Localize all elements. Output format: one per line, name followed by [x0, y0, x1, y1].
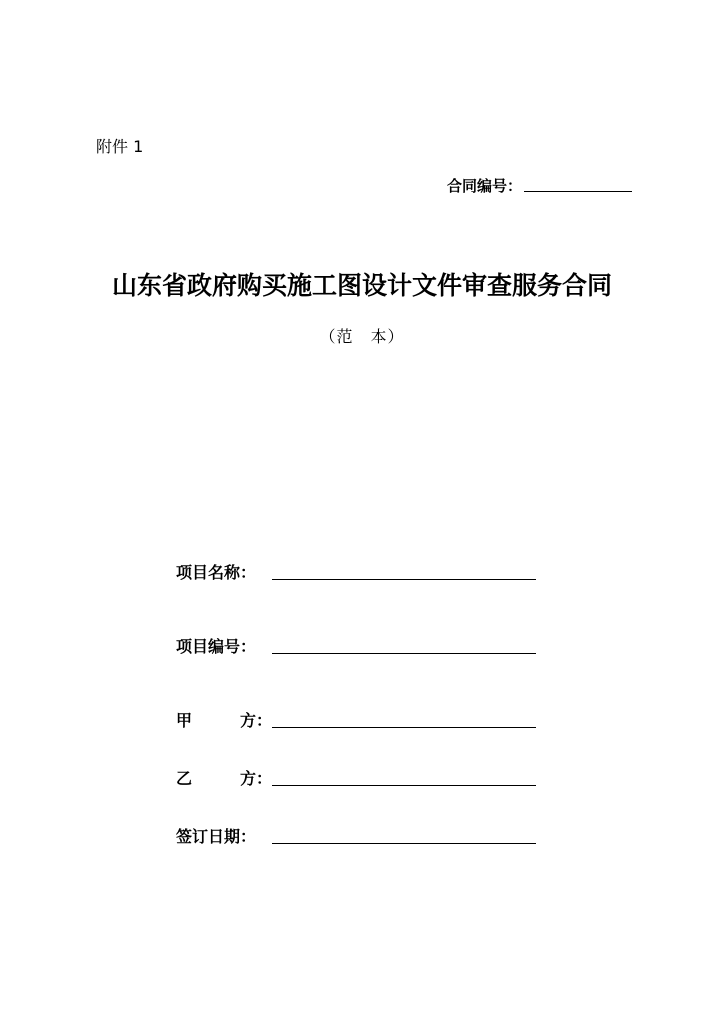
field-label-party-a-right: 方： [239, 711, 272, 730]
contract-number [447, 174, 632, 196]
contract-number-blank [524, 190, 632, 192]
field-label-party-b [176, 768, 272, 790]
field-label-signing-date: 签订日期： [176, 827, 257, 846]
field-project-number [176, 632, 536, 658]
field-label-party-a-left: 甲 [176, 711, 193, 730]
field-label-project-number: 项目编号： [176, 637, 257, 656]
field-label-party-b-right: 方： [239, 769, 272, 788]
field-line-party-a [272, 726, 536, 728]
document-subtitle: （范 本） [319, 327, 405, 346]
field-party-a [176, 706, 536, 732]
field-line-project-name [272, 578, 536, 580]
field-signing-date [176, 822, 536, 848]
document-title: 山东省政府购买施工图设计文件审查服务合同 [111, 271, 612, 300]
field-line-party-b [272, 784, 536, 786]
attachment-label: 附件 1 [96, 137, 144, 156]
field-project-name [176, 558, 536, 584]
contract-number-label: 合同编号： [446, 177, 522, 195]
field-line-project-number [272, 652, 536, 654]
field-label-party-b-left: 乙 [176, 769, 193, 788]
field-label-party-a [176, 710, 272, 732]
field-party-b [176, 764, 536, 790]
field-line-signing-date [272, 842, 536, 844]
field-label-project-name: 项目名称： [176, 563, 257, 582]
